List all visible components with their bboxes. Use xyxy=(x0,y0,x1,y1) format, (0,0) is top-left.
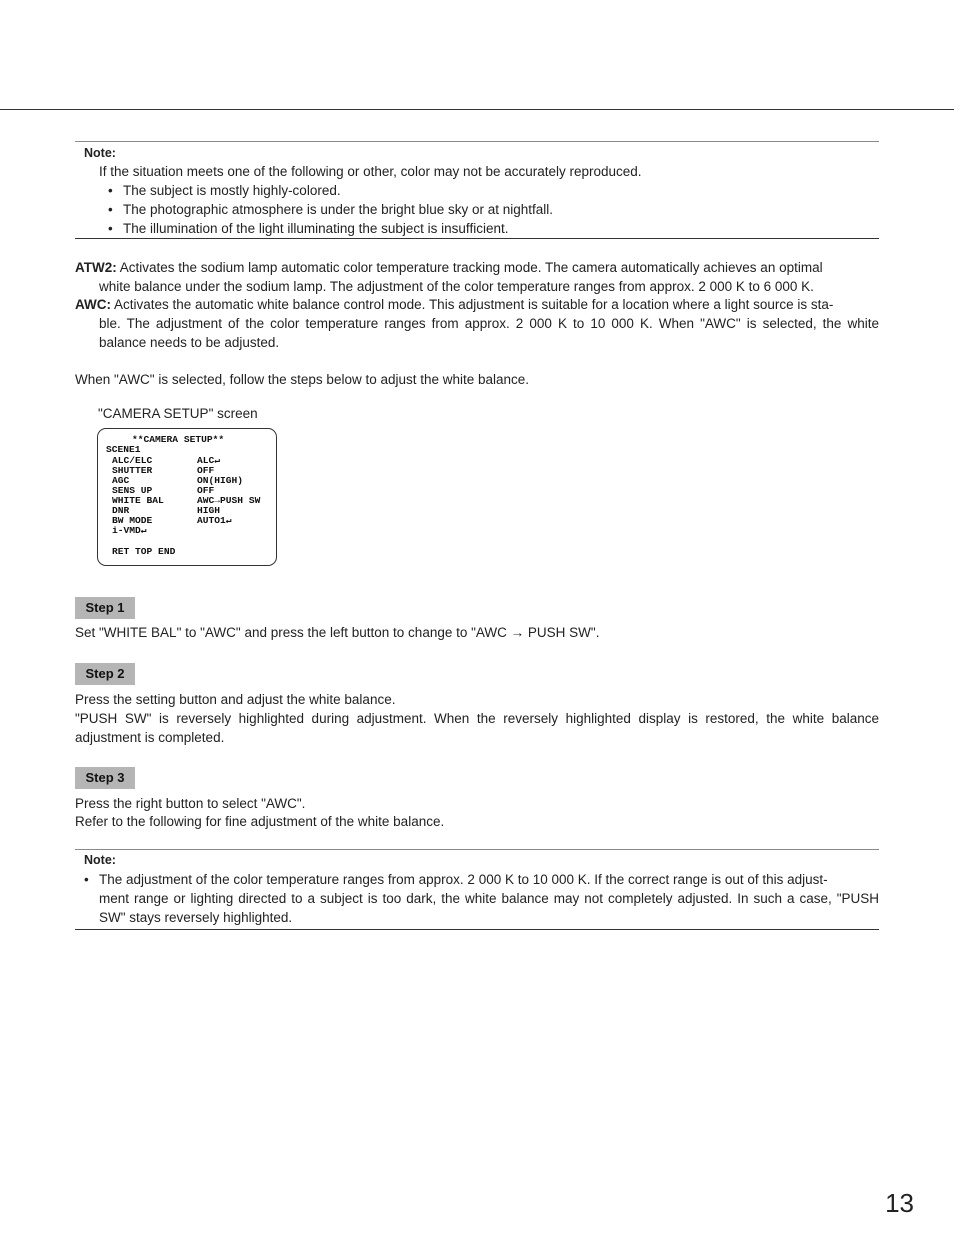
note-body xyxy=(84,870,879,927)
osd-value-white-bal: AWC→PUSH SW xyxy=(197,495,261,506)
note-title: Note: xyxy=(84,146,116,160)
note-box-bottom xyxy=(75,849,879,930)
atw2-term: ATW2: xyxy=(75,260,117,275)
osd-scene: SCENE1 xyxy=(106,444,141,455)
awc-text-rest: ble. The adjustment of the color temperature ranges from approx. 2 000 K to 10 000 K. When "AWC" is selected, the white balance needs to be adjusted. xyxy=(99,316,879,350)
page-number: 13 xyxy=(885,1188,914,1218)
note-bullet-line1: • The adjustment of the color temperature ranges from approx. 2 000 K to 10 000 K. If the correct range is out of this adjust- xyxy=(84,870,879,889)
step3-text2: Refer to the following for fine adjustment of the white balance. xyxy=(75,814,445,829)
osd-value-alc-elc: ALC↵ xyxy=(197,455,221,466)
osd-title: **CAMERA SETUP** xyxy=(132,434,225,445)
awc-text-line1: Activates the automatic white balance control mode. This adjustment is suitable for a location where a light source is sta- xyxy=(114,297,834,312)
note-intro: If the situation meets one of the following or other, color may not be accurately reproduced. xyxy=(99,164,642,179)
note-bullet-rest: ment range or lighting directed to a subject is too dark, the white balance may not completely adjusted. In such a case, "PUSH SW" stays reversely highlighted. xyxy=(99,891,879,925)
note-box-top xyxy=(75,141,879,239)
osd-label-dnr: DNR xyxy=(112,505,130,516)
osd-label-shutter: SHUTTER xyxy=(112,465,153,476)
step1-text: Set "WHITE BAL" to "AWC" and press the left button to change to "AWC → PUSH SW". xyxy=(75,625,600,640)
osd-vmd: i-VMD↵ xyxy=(112,525,147,536)
note-title: Note: xyxy=(84,853,116,867)
osd-footer: RET TOP END xyxy=(112,546,176,557)
osd-value-bw-mode: AUTO1↵ xyxy=(197,515,232,526)
step2-badge: Step 2 xyxy=(75,663,135,685)
osd-value-shutter: OFF xyxy=(197,465,215,476)
camera-setup-osd-screen xyxy=(97,428,277,566)
osd-value-agc: ON(HIGH) xyxy=(197,475,244,486)
awc-intro-paragraph: When "AWC" is selected, follow the steps below to adjust the white balance. xyxy=(75,372,530,387)
camera-setup-caption: "CAMERA SETUP" screen xyxy=(98,406,258,421)
osd-label-alc-elc: ALC/ELC xyxy=(112,455,153,466)
atw2-text-rest: white balance under the sodium lamp. The adjustment of the color temperature ranges from approx. 2 000 K to 6 000 K. xyxy=(99,279,814,294)
atw2-definition xyxy=(75,258,879,296)
note-bullet-list xyxy=(108,181,553,238)
step3-text1: Press the right button to select "AWC". xyxy=(75,796,306,811)
step2-text2: "PUSH SW" is reversely highlighted during adjustment. When the reversely highlighted display is restored, the white balance adjustment is completed. xyxy=(75,711,879,745)
osd-label-white-bal: WHITE BAL xyxy=(112,495,164,506)
awc-definition xyxy=(75,295,879,352)
osd-label-bw-mode: BW MODE xyxy=(112,515,153,526)
step2-text1: Press the setting button and adjust the white balance. xyxy=(75,692,396,707)
osd-label-sens-up: SENS UP xyxy=(112,485,153,496)
osd-value-dnr: HIGH xyxy=(197,505,221,516)
note-bullet: • The subject is mostly highly-colored. xyxy=(108,181,553,200)
osd-label-agc: AGC xyxy=(112,475,130,486)
atw2-text-line1: Activates the sodium lamp automatic color temperature tracking mode. The camera automatically achieves an optimal xyxy=(119,260,823,275)
step1-badge: Step 1 xyxy=(75,597,135,619)
awc-term: AWC: xyxy=(75,297,111,312)
osd-value-sens-up: OFF xyxy=(197,485,215,496)
note-bullet: • The photographic atmosphere is under the bright blue sky or at nightfall. xyxy=(108,200,553,219)
step3-badge: Step 3 xyxy=(75,767,135,789)
header-rule xyxy=(0,109,954,110)
note-bullet: • The illumination of the light illuminating the subject is insufficient. xyxy=(108,219,553,238)
